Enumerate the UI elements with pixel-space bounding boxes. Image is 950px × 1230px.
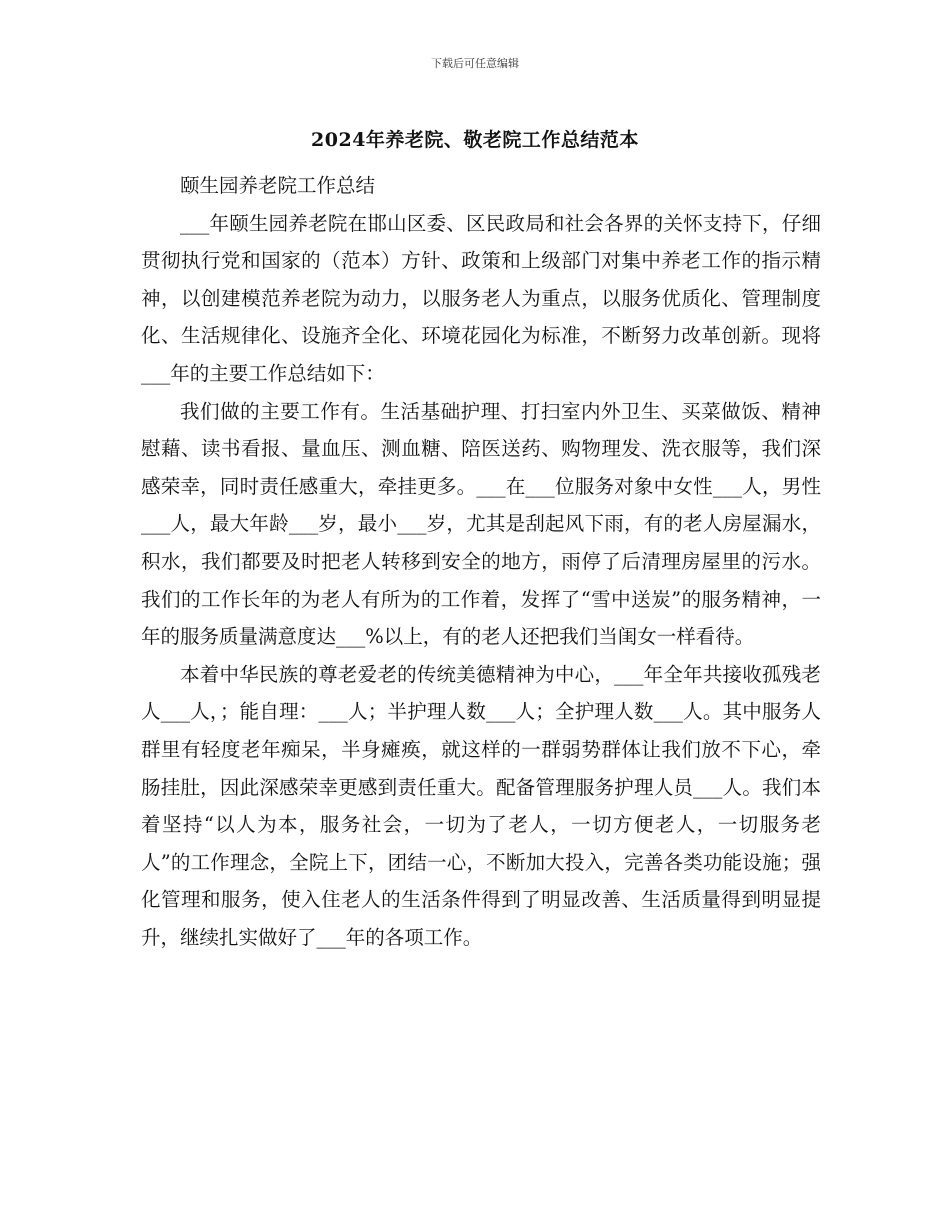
header-note: 下载后可任意编辑: [431, 57, 519, 70]
document-body: [141, 167, 821, 956]
paragraph: ___年颐生园养老院在邯山区委、区民政局和社会各界的关怀支持下，仔细贯彻执行党和国家的（范本）方针、政策和上级部门对集中养老工作的指示精神，以创建模范养老院为动力，以服务老人为重点，以服务优质化、管理制度化、生活规律化、设施齐全化、环境花园化为标准，不断努力改革创新。现将___年的主要工作总结如下：: [141, 211, 821, 385]
paragraph-subtitle: 颐生园养老院工作总结: [180, 174, 376, 197]
paragraph: 我们做的主要工作有。生活基础护理、打扫室内外卫生、买菜做饭、精神慰藉、读书看报、量血压、测血糖、陪医送药、购物理发、洗衣服等，我们深感荣幸，同时责任感重大，牵挂更多。___在___位服务对象中女性___人，男性___人，最大年龄___岁，最小___岁，尤其是刮起风下雨，有的老人房屋漏水，积水，我们都要及时把老人转移到安全的地方，雨停了后清理房屋里的污水。我们的工作长年的为老人有所为的工作着，发挥了“雪中送炭”的服务精神，一年的服务质量满意度达___%以上，有的老人还把我们当闺女一样看待。: [141, 399, 821, 649]
paragraph: 本着中华民族的尊老爱老的传统美德精神为中心，___年全年共接收孤残老人___人，；能自理：___人；半护理人数___人；全护理人数___人。其中服务人群里有轻度老年痴呆，半身瘫痪，就这样的一群弱势群体让我们放不下心，牵肠挂肚，因此深感荣幸更感到责任重大。配备管理服务护理人员___人。我们本着坚持“以人为本，服务社会，一切为了老人，一切方便老人，一切服务老人”的工作理念，全院上下，团结一心，不断加大投入，完善各类功能设施；强化管理和服务，使入住老人的生活条件得到了明显改善、生活质量得到明显提升，继续扎实做好了___年的各项工作。: [141, 662, 821, 949]
document-title: 2024年养老院、敬老院工作总结范本: [311, 129, 639, 151]
